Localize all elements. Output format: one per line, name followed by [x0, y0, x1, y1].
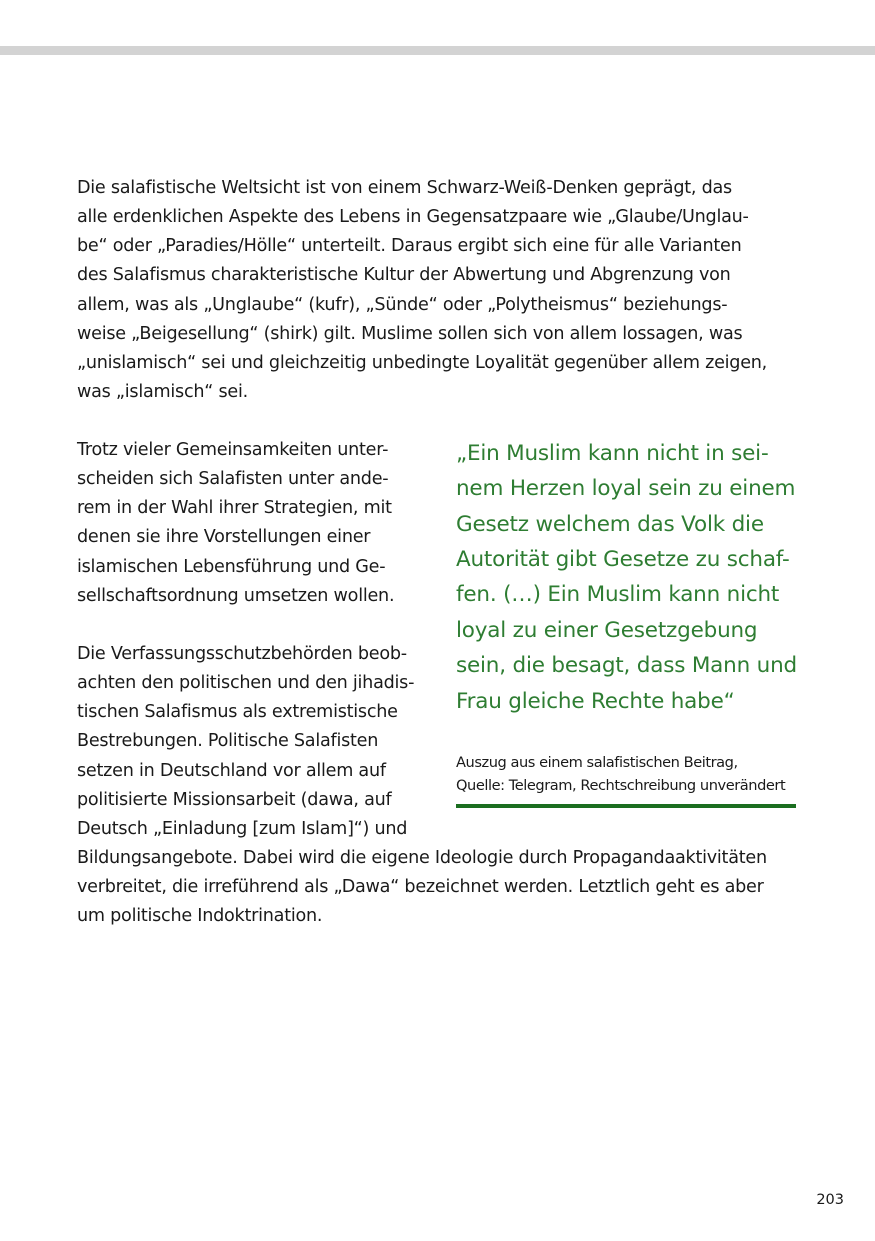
strategies-line: Trotz vieler Gemeinsamkeiten unter- [77, 440, 389, 460]
authorities-line: setzen in Deutschland vor allem auf [77, 761, 386, 781]
authorities-line: Die Verfassungsschutzbehörden beob- [77, 644, 407, 664]
quote-caption-line: Quelle: Telegram, Rechtschreibung unverändert [456, 777, 786, 794]
quote-rule [456, 804, 796, 808]
strategies-line: sellschaftsordnung umsetzen wollen. [77, 586, 395, 606]
quote-line: sein, die besagt, dass Mann und [456, 653, 797, 678]
page-number: 203 [816, 1192, 844, 1208]
strategies-line: rem in der Wahl ihrer Strategien, mit [77, 498, 392, 518]
quote-line: Autorität gibt Gesetze zu schaf- [456, 547, 790, 572]
authorities-line: politisierte Missionsarbeit (dawa, auf [77, 790, 392, 810]
quote-line: „Ein Muslim kann nicht in sei- [456, 441, 769, 466]
intro-line: weise „Beigesellung“ (shirk) gilt. Muslime sollen sich von allem lossagen, was [77, 324, 743, 344]
authorities-line: verbreitet, die irreführend als „Dawa“ bezeichnet werden. Letztlich geht es aber [77, 877, 764, 897]
strategies-line: denen sie ihre Vorstellungen einer [77, 527, 371, 547]
strategies-line: islamischen Lebensführung und Ge- [77, 557, 386, 577]
quote-line: Gesetz welchem das Volk die [456, 512, 764, 537]
intro-line: allem, was als „Unglaube“ (kufr), „Sünde“ oder „Polytheismus“ beziehungs- [77, 295, 728, 315]
intro-line: alle erdenklichen Aspekte des Lebens in Gegensatzpaare wie „Glaube/Unglau- [77, 207, 749, 227]
quote-line: nem Herzen loyal sein zu einem [456, 476, 796, 501]
quote-line: fen. (…) Ein Muslim kann nicht [456, 582, 780, 607]
authorities-line: tischen Salafismus als extremistische [77, 702, 398, 722]
authorities-line: um politische Indoktrination. [77, 906, 323, 926]
authorities-line: Deutsch „Einladung [zum Islam]“) und [77, 819, 408, 839]
quote-caption-line: Auszug aus einem salafistischen Beitrag, [456, 754, 738, 771]
intro-line: be“ oder „Paradies/Hölle“ unterteilt. Daraus ergibt sich eine für alle Varianten [77, 236, 742, 256]
intro-line: Die salafistische Weltsicht ist von einem Schwarz-Weiß-Denken geprägt, das [77, 178, 732, 198]
authorities-line: achten den politischen und den jihadis- [77, 673, 415, 693]
authorities-line: Bestrebungen. Politische Salafisten [77, 731, 379, 751]
strategies-line: scheiden sich Salafisten unter ande- [77, 469, 389, 489]
authorities-line: Bildungsangebote. Dabei wird die eigene Ideologie durch Propagandaaktivitäten [77, 848, 767, 868]
quote-line: Frau gleiche Rechte habe“ [456, 689, 735, 714]
intro-line: „unislamisch“ sei und gleichzeitig unbedingte Loyalität gegenüber allem zeigen, [77, 353, 768, 373]
intro-line: was „islamisch“ sei. [77, 382, 248, 402]
intro-line: des Salafismus charakteristische Kultur der Abwertung und Abgrenzung von [77, 265, 731, 285]
header-rule [0, 46, 875, 55]
quote-line: loyal zu einer Gesetzgebung [456, 618, 758, 643]
